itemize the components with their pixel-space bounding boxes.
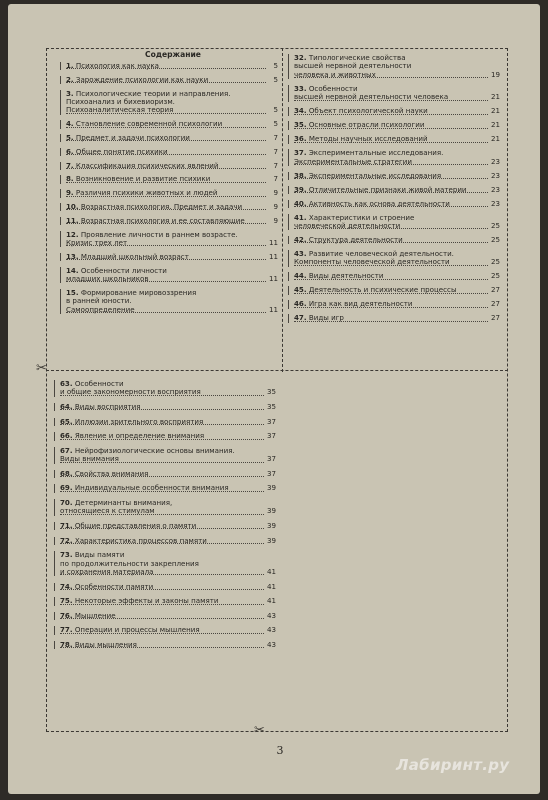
dot-leader [60,528,264,529]
entry-page: 25 [490,221,500,231]
entry-page: 7 [273,146,278,156]
entry-text: Виды деятельности [308,271,384,281]
toc-entry [60,217,278,225]
dot-leader [294,100,488,101]
dot-leader [66,312,266,313]
toc-entry [60,120,278,128]
entry-number: 43. [294,249,307,259]
toc-entry [54,522,276,530]
toc-entry [54,641,276,649]
entry-page: 37 [266,416,276,426]
dot-leader [60,604,264,605]
entry-page: 27 [490,313,500,323]
dot-leader [60,574,264,575]
toc-entry [54,499,276,516]
entry-text: Типологические свойства высшей нервной деятельности человека и животных [294,53,412,79]
toc-title: Содержание [145,50,201,59]
dot-leader [66,82,266,83]
dot-leader [66,281,266,282]
dot-leader [294,114,488,115]
toc-entry [54,537,276,545]
dot-leader [66,68,266,69]
entry-text: Иллюзии зрительного восприятия [74,416,204,426]
dot-leader [60,424,264,425]
entry-text: Виды восприятия [74,402,141,411]
entry-page: 21 [490,92,500,102]
entry-text: Экспериментальные исследования. Экспериментальные стратегии [294,148,444,166]
entry-title [60,551,276,576]
toc-entry [60,189,278,197]
entry-text: Виды памяти по продолжительности закрепления и сохранения материала [60,550,199,576]
entry-number: 63. [60,379,73,388]
entry-page: 43 [266,625,276,635]
entry-number: 32. [294,53,307,62]
entry-number: 72. [60,535,73,545]
toc-entry [54,447,276,464]
toc-entry [54,484,276,492]
entry-text: Различия психики животных и людей [75,188,218,198]
entry-page: 11 [268,304,278,314]
dot-leader [60,395,264,396]
entry-text: Операции и процессы мышления [74,625,200,635]
entry-page: 21 [490,106,500,116]
toc-entry [288,272,500,280]
entry-text: Мышление [74,610,116,620]
entry-text: Виды игр [308,313,344,323]
toc-entry [54,551,276,576]
entry-page: 21 [490,120,500,130]
entry-page: 11 [268,251,278,261]
dot-leader [294,142,488,143]
entry-page: 23 [490,184,500,194]
entry-page: 5 [273,119,278,129]
dot-leader [294,242,488,243]
dot-leader [294,164,488,165]
toc-list-bottom [54,380,276,656]
entry-page: 7 [273,174,278,184]
entry-page: 41 [266,596,276,606]
dot-leader [66,196,266,197]
entry-number: 39. [294,184,307,194]
entry-number: 9. [66,188,74,198]
dot-leader [294,77,488,78]
entry-page: 25 [490,257,500,267]
dot-leader [60,476,264,477]
toc-entry [54,597,276,605]
entry-text: Психология как наука [75,61,160,70]
entry-page: 39 [266,506,276,516]
entry-number: 14. [66,265,79,275]
toc-entry [60,289,278,314]
toc-entry [60,90,278,115]
dot-leader [294,293,488,294]
dot-leader [60,439,264,440]
entry-page: 41 [266,581,276,591]
entry-title [294,54,500,79]
entry-text: Характеристики и строение человеческой деятельности [294,212,415,231]
dot-leader [60,462,264,463]
toc-entry [288,250,500,267]
toc-entry [60,253,278,261]
entry-page: 39 [266,520,276,530]
entry-text: Классификация психических явлений [75,160,219,170]
entry-number: 8. [66,174,74,184]
toc-list-right [288,54,500,328]
toc-entry [54,583,276,591]
entry-number: 41. [294,212,307,222]
entry-number: 35. [294,120,307,130]
page-number: 3 [276,744,284,757]
toc-entry [288,300,500,308]
entry-text: Объект психологической науки [308,106,428,116]
toc-entry [288,186,500,194]
entry-text: Возрастная психология. Предмет и задачи [80,201,243,211]
dot-leader [66,182,266,183]
entry-number: 34. [294,106,307,116]
entry-number: 69. [60,483,73,493]
entry-number: 65. [60,416,73,426]
dot-leader [294,321,488,322]
entry-number: 12. [66,229,79,239]
entry-page: 5 [273,74,278,84]
entry-text: Структура деятельности [308,235,403,245]
entry-number: 46. [294,299,307,309]
toc-entry [288,121,500,129]
entry-number: 33. [294,83,307,93]
entry-number: 78. [60,639,73,649]
entry-page: 9 [273,188,278,198]
entry-number: 73. [60,550,73,560]
dot-leader [294,178,488,179]
dot-leader [294,307,488,308]
entry-page: 39 [266,535,276,545]
toc-entry [288,149,500,166]
watermark-logo: Лабиринт.ру [396,756,510,774]
dot-leader [66,140,266,141]
dot-leader [66,168,266,169]
entry-number: 44. [294,271,307,281]
dot-leader [60,491,264,492]
toc-entry [288,85,500,102]
entry-text: Явление и определение внимания [74,431,205,441]
dot-leader [60,514,264,515]
entry-text: Проявление личности в раннем возрасте. Кризис трех лет [66,229,238,247]
toc-entry [54,612,276,620]
toc-list-left [60,62,278,319]
toc-entry [60,134,278,142]
entry-page: 25 [490,235,500,245]
dot-leader [294,192,488,193]
entry-text: Деятельность и психические процессы [308,285,457,295]
entry-number: 15. [66,287,79,297]
toc-entry [60,175,278,183]
toc-entry [54,418,276,426]
entry-page: 9 [273,201,278,211]
entry-text: Основные отрасли психологии [308,120,425,130]
entry-text: Формирование мировоззрения в ранней юности. Самоопределение [66,287,197,314]
toc-entry [288,236,500,244]
entry-page: 41 [266,566,276,576]
dot-leader [66,127,266,128]
dot-leader [66,154,266,155]
entry-text: Игра как вид деятельности [308,299,413,309]
entry-number: 47. [294,313,307,323]
entry-number: 76. [60,610,73,620]
book-page [8,4,540,794]
toc-entry [288,172,500,180]
entry-page: 37 [266,468,276,478]
entry-number: 68. [60,468,73,478]
entry-page: 23 [490,198,500,208]
entry-number: 2. [66,74,74,84]
entry-number: 36. [294,134,307,144]
entry-title [66,90,278,115]
dot-leader [60,647,264,648]
entry-page: 43 [266,639,276,649]
entry-text: Зарождение психологии как науки [75,74,209,84]
dot-leader [294,128,488,129]
entry-number: 66. [60,431,73,441]
entry-page: 5 [273,61,278,70]
entry-number: 10. [66,201,79,211]
entry-text: Методы научных исследований [308,134,428,144]
entry-number: 38. [294,170,307,180]
dot-leader [294,279,488,280]
entry-page: 27 [490,299,500,309]
entry-number: 6. [66,146,74,156]
toc-entry [60,162,278,170]
toc-entry [288,286,500,294]
toc-entry [60,148,278,156]
entry-text: Детерминанты внимания, относящиеся к стимулам [60,497,173,516]
entry-text: Особенности памяти [74,581,154,591]
entry-text: Психологические теории и направления. Психоанализ и бихевиоризм. Психоаналитическая теория [66,88,231,115]
entry-number: 45. [294,285,307,295]
entry-text: Нейрофизиологические основы внимания. Виды внимания [60,445,235,464]
dot-leader [66,245,266,246]
dot-leader [294,228,488,229]
dot-leader [60,543,264,544]
toc-entry [60,267,278,284]
toc-entry [54,432,276,440]
dot-leader [294,206,488,207]
toc-entry [54,403,276,411]
scissors-icon: ✂ [254,723,265,738]
toc-entry [60,76,278,84]
toc-entry [54,380,276,397]
entry-text: Характеристика процессов памяти [74,535,207,545]
toc-entry [288,54,500,79]
entry-text: Общее понятие психики [75,146,168,156]
toc-entry [288,214,500,231]
entry-text: Особенности высшей нервной деятельности человека [294,83,449,102]
toc-entry [54,626,276,634]
entry-text: Развитие человеческой деятельности. Компоненты человеческой деятельности [294,249,454,267]
dot-leader [66,209,266,210]
entry-number: 77. [60,625,73,635]
entry-number: 11. [66,215,79,225]
entry-number: 13. [66,251,79,261]
entry-number: 42. [294,235,307,245]
entry-text: Возникновение и развитие психики [75,174,211,184]
entry-page: 27 [490,285,500,295]
entry-page: 25 [490,271,500,281]
dot-leader [60,409,264,410]
entry-page: 21 [490,134,500,144]
entry-page: 37 [266,431,276,441]
entry-page: 23 [490,156,500,166]
entry-text: Предмет и задачи психологии [75,133,190,142]
entry-page: 11 [268,273,278,283]
dot-leader [66,113,266,114]
entry-text: Особенности и общие закономерности восприятия [60,379,201,397]
entry-text: Общие представления о памяти [74,520,197,530]
entry-text: Возрастная психология и ее составляющие [80,215,245,225]
toc-entry [60,203,278,211]
entry-number: 7. [66,160,74,170]
entry-text: Младший школьный возраст [80,251,189,261]
entry-text: Виды мышления [74,639,137,649]
entry-number: 67. [60,445,73,455]
entry-text: Особенности личности младших школьников [66,265,167,283]
column-divider [282,48,283,372]
entry-number: 64. [60,402,73,411]
entry-text: Отличительные признаки живой материи [308,184,467,194]
entry-number: 1. [66,61,74,70]
entry-page: 23 [490,170,500,180]
entry-number: 40. [294,198,307,208]
entry-number: 74. [60,581,73,591]
entry-page: 7 [273,133,278,142]
entry-number: 70. [60,497,73,507]
cut-line [46,370,508,371]
entry-page: 39 [266,483,276,493]
entry-text: Активность как основа деятельности [308,198,450,208]
toc-entry [288,314,500,322]
entry-page: 7 [273,160,278,170]
entry-number: 4. [66,119,74,129]
entry-title [66,289,278,314]
entry-text: Индивидуальные особенности внимания [74,483,229,493]
dot-leader [66,259,266,260]
toc-entry [60,231,278,248]
toc-entry [288,107,500,115]
entry-page: 35 [266,387,276,397]
dot-leader [294,265,488,266]
toc-entry [60,62,278,70]
dot-leader [60,589,264,590]
entry-page: 37 [266,454,276,464]
entry-page: 35 [266,402,276,411]
entry-number: 5. [66,133,74,142]
entry-number: 3. [66,88,74,98]
entry-page: 5 [273,105,278,115]
dot-leader [66,223,266,224]
entry-text: Некоторые эффекты и законы памяти [74,596,219,606]
entry-page: 19 [490,69,500,79]
entry-page: 11 [268,237,278,247]
toc-entry [288,135,500,143]
toc-entry [54,470,276,478]
entry-text: Экспериментальные исследования [308,170,442,180]
dot-leader [60,618,264,619]
scissors-icon: ✂ [36,361,47,376]
entry-number: 71. [60,520,73,530]
entry-number: 37. [294,148,307,158]
entry-page: 43 [266,610,276,620]
entry-number: 75. [60,596,73,606]
toc-entry [288,200,500,208]
dot-leader [60,633,264,634]
entry-text: Свойства внимания [74,468,149,478]
entry-page: 9 [273,215,278,225]
entry-text: Становление современной психологии [75,119,223,129]
